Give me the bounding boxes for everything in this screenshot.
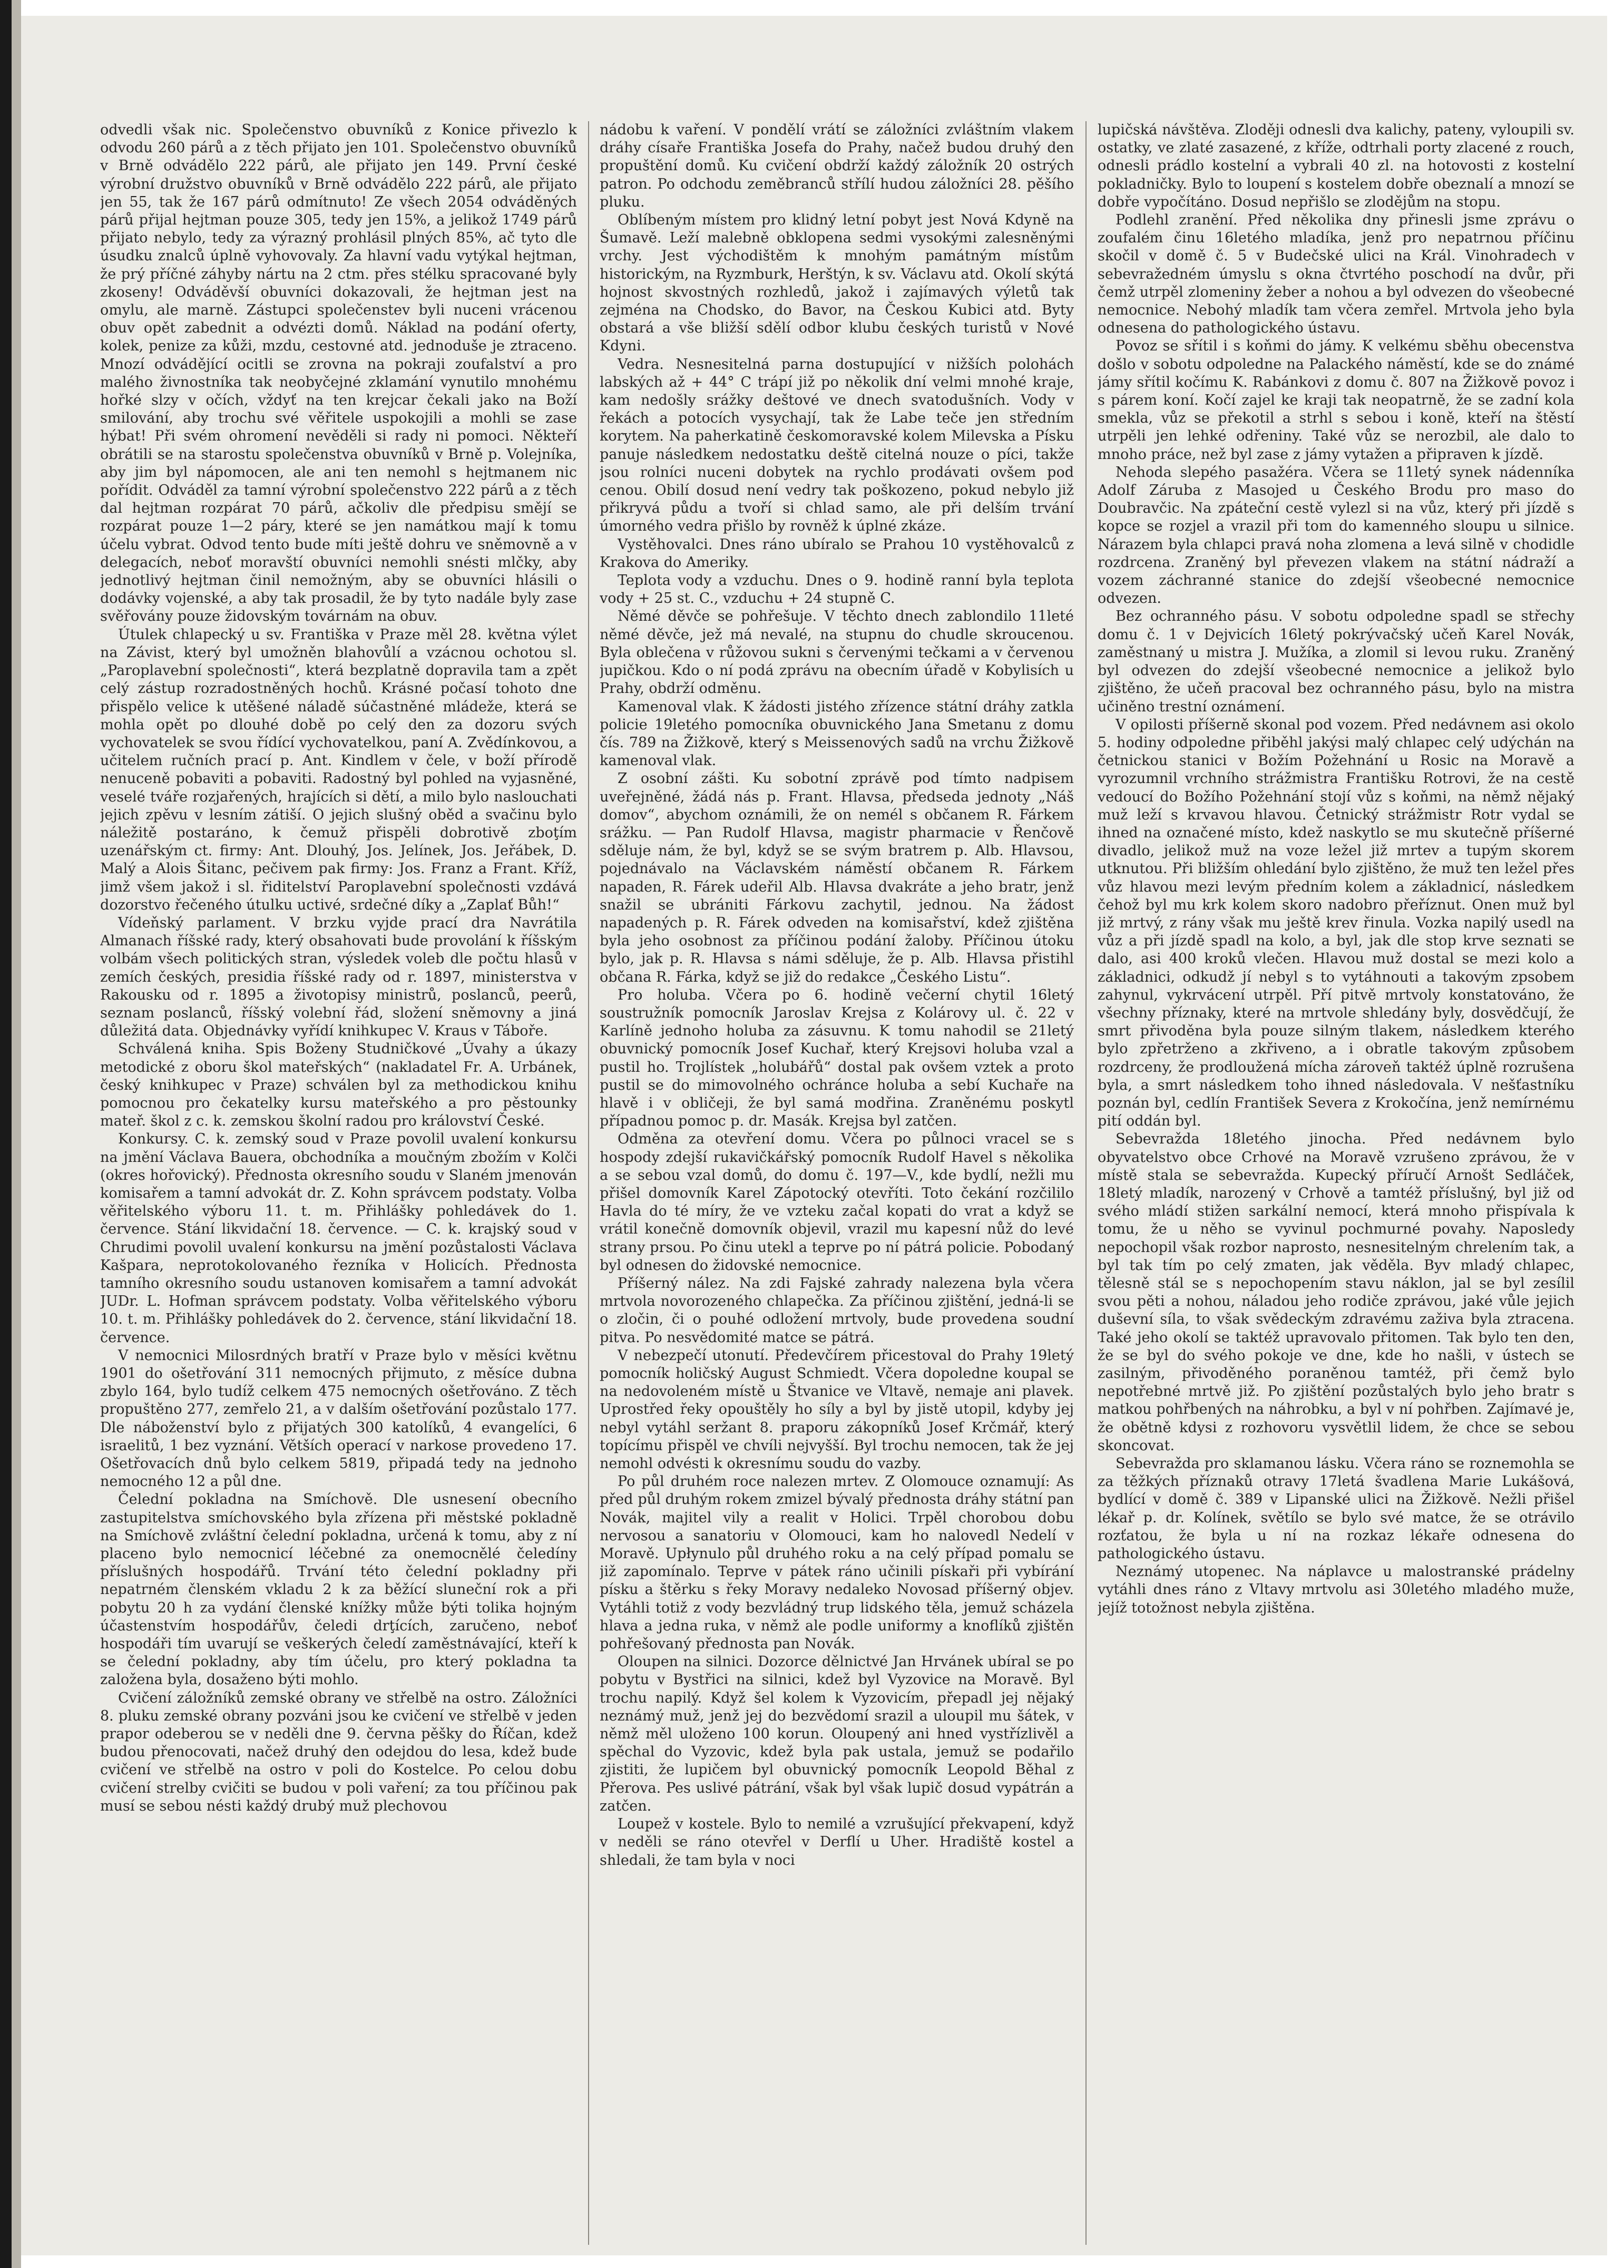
article-paragraph: Sebevražda pro sklamanou lásku. Včera ráno se roznemohla se za těžkých příznaků otravy 17letá švadlena Marie Lukášová, bydlící v domě č. 389 v Lipanské ulici na Žižkově. Nežli přišel lékař p. dr. Kolínek, světílo se bylo své matce, že se otrávilo rozťatou, že byla u ní na rozkaz lékaře odnesena do pathologického ústavu. xyxy=(1098,1455,1574,1562)
column-divider xyxy=(1085,121,1087,2245)
article-paragraph: Vedra. Nesnesitelná parna dostupující v nižších polohách labských až + 44° C trápí již po několik dní velmi mnohé kraje, kam nedošly srážky deštové ve dnech svatodušních. Vody v řekách a potocích vysychají, tak že Labe teče jen středním korytem. Na paherkatině českomoravské kolem Milevska a Písku panuje následkem nedostatku deště citelná nouze o píci, takže jsou rolníci nuceni dobytek na rychlo prodávati ovšem pod cenou. Obilí dosud není vedry tak poškozeno, pokud nebylo již přikryvá půdu a tvoří si chlad samo, ale při delším trvání úmorného vedra přišlo by rovněž k úplné zkáze. xyxy=(600,356,1074,535)
article-paragraph: V opilosti příšerně skonal pod vozem. Před nedávnem asi okolo 5. hodiny odpoledne přiběhl jakýsi malý chlapec celý udýchán na četnickou stanici v Božím Požehnání u Rosic na Moravě a vyrozumnil vrchního strážmistra Františku Rotrovi, že na cestě vedoucí do Božího Požehnání stojí vůz s koňmi, na němž nějaký muž leží s krvavou hlavou. Četnický strážmistr Rotr vydal se ihned na označené místo, kdež naskytlo se mu skutečně příšerné divadlo, jelikož muž na voze ležel již mrtev a tupým skorem utknutou. Při bližším ohledání bylo zjištěno, že muž ten ležel přes vůz hlavou mezi levým předním kolem a základnicí, následkem čehož byl mu krk kolem skoro nadobro přeříznut. Onen muž byl již mrtvý, z rány však mu ještě krev řinula. Vozka napilý usedl na vůz a při jízdě spadl na kolo, a byl, jak dle stop krve seznati se dalo, asi 400 kroků vlečen. Hlavou muž dostal se mezi kolo a základnici, odkudž jí nebyl s to vytáhnouti a takovým zpsobem zahynul, vykrvácení utrpěl. Pří pitvě mrtvoly konstatováno, že všechny příznaky, které na mrtvole shledány byly, dosvědčují, že smrt přivoděna byla pouze silným tlakem, následkem kterého bylo zpřetrženo a zkřiveno, a i obratle takovým způsobem rozdrceny, že prodloužená mícha zároveň taktéž úplně rozrušena byla, a smrt následkem toho ihned následovala. V nešťastníku poznán byl, cedlín František Severa z Krokočína, jenž nemírnému pití oddán byl. xyxy=(1098,716,1574,1130)
article-paragraph: Čelední pokladna na Smíchově. Dle usnesení obecního zastupitelstva smíchovského byla zřízena při městské pokladně na Smíchově zvláštní čelední pokladna, určená k tomu, aby z ní placeno bylo nemocnicí léčebné za onemocnělé čeledíny příslušných hospodářů. Trvání této čelední pokladny při nepatrném členském vkladu 2 k za běžící sluneční rok a při pobytu 20 h za vydání členské knížky může býti tolika hojným účastenstvím hospodářův, čeledi drţících, zaručeno, neboť hospodáři tím uvarují se veškerých čeledí zaměstnávající, kteří k se čelední pokladny, aby tím účelu, pro který pokladna ta založena byla, dosaženo býti mohlo. xyxy=(100,1491,577,1688)
article-paragraph: Podlehl zranění. Před několika dny přinesli jsme zprávu o zoufalém činu 16letého mladíka, jenž pro nepatrnou příčinu skočil v domě č. 5 v Budečské ulici na Král. Vinohradech v sebevražedném úmyslu s okna čtvrtého poschodí na dvůr, při čemž utrpěl zlomeniny žeber a nohou a byl odvezen do všeobecné nemocnice. Nebohý mladík tam včera zemřel. Mrtvola jeho byla odnesena do pathologického ústavu. xyxy=(1098,212,1574,337)
page-spine-edge xyxy=(0,0,12,2268)
article-paragraph: Bez ochranného pásu. V sobotu odpoledne spadl se střechy domu č. 1 v Dejvicích 16letý pokrývačský učeň Karel Novák, zaměstnaný u mistra J. Mužíka, a zlomil si levou ruku. Zraněný byl odvezen do zdejší všeobecné nemocnice a jelikož bylo zjištěno, že učeň pracoval bez ochranného pásu, bylo na mistra učiněno trestní oznámení. xyxy=(1098,608,1574,715)
article-paragraph: Cvičení záložníků zemské obrany ve střelbě na ostro. Záložníci 8. pluku zemské obrany pozváni jsou ke cvičení ve střelbě v jeden prapor odeberou se v neděli dne 9. června pěšky do Říčan, kdež budou přenocovati, načež druhý den odejdou do lesa, kdež bude cvičení ve střelbě na ostro v poli do Kostelce. Po celou dobu cvičení strelby cvičiti se budou v poli vaření; za tou příčinou pak musí se sebou nésti každý drubý muž plechovou xyxy=(100,1689,577,1814)
article-paragraph: V nebezpečí utonutí. Předevčírem přicestoval do Prahy 19letý pomocník holičský August Schmiedt. Včera dopoledne koupal se na nedovoleném místě u Štvanice ve Vltavě, nemaje ani plavek. Uprostřed řeky opouštěly ho síly a byl by jistě utopil, kdyby jej nebyl vytáhl seržant 8. praporu zákopníků Josef Krčmář, který topícímu přispěl ve chvíli nejvyšší. Byl trochu nemocen, tak že jej nemohl odvésti k okresnímu soudu do vazby. xyxy=(600,1347,1074,1472)
text-column-1 xyxy=(100,121,577,2245)
article-paragraph: Schválená kniha. Spis Boženy Studničkové „Úvahy a úkazy metodické z oboru škol mateřských“ (nakladatel Fr. A. Urbánek, český knihkupec v Praze) schválen byl za methodickou knihu pomocnou pro čekatelky kursu mateřského a pro pěstounky mateř. škol z c. k. zemskou školní radou pro království České. xyxy=(100,1041,577,1130)
article-paragraph: Kamenoval vlak. K žádosti jistého zřízence státní dráhy zatkla policie 19letého pomocníka obuvnického Jana Smetanu z domu čís. 789 na Žižkově, který s Meissenových sadů na vrchu Žižkově kamenoval vlak. xyxy=(600,698,1074,769)
article-paragraph: Oblíbeným místem pro klidný letní pobyt jest Nová Kdyně na Šumavě. Leží malebně obklopena sedmi vysokými zalesněnými vrchy. Jest východištěm k mnohým památným místům historickým, na Ryzmburk, Herštýn, k sv. Václavu atd. Okolí skýtá hojnost skvostných rozhledů, jakož i zajímavých výletů tak zejména na Chodsko, do Bavor, na Českou Kubici atd. Byty obstará a vše bližší sdělí odbor klubu českých turistů v Nové Kdyni. xyxy=(600,212,1074,355)
article-paragraph: Oloupen na silnici. Dozorce dělnictvé Jan Hrvánek ubíral se po pobytu v Bystřici na silnici, kdež byl Vyzovice na Moravě. Byl trochu napilý. Když šel kolem k Vyzovicím, přepadl jej nějaký neznámý muž, jenž jej do bezvědomí srazil a uloupil mu šátek, v němž měl uloženo 100 korun. Oloupený ani hned vystřízlivěl a spěchal do Vyzovic, kdež byla pak ustala, jemuž se podařilo zjistiti, že lupičem byl obuvnický pomocník Leopold Běhal z Přerova. Pes uslivé pátrání, však byl však lupič dosud vypátrán a zatčen. xyxy=(600,1654,1074,1814)
column-divider xyxy=(588,121,589,2245)
article-paragraph: odvedli však nic. Společenstvo obuvníků z Konice přivezlo k odvodu 260 párů a z těch přijato jen 101. Společenstvo obuvníků v Brně odvádělo 222 párů, ale přijato jen 149. První české výrobní družstvo obuvníků v Brně odvádělo 222 párů, ale přijato jen 55, tak že 167 párů odmítnuto! Ze všech 2054 odváděných párů přijal hejtman pouze 305, tedy jen 15%, a jelikož 1749 párů přijato nebylo, tedy za výrazný prohlásil plných 85%, ač tyto dle úsudku znalců úplně vyhovovaly. Za hlavní vadu vytýkal hejtman, že prý příčné záhyby nártu na 2 ctm. přes stélku spracované byly zkoseny! Odváděvší obuvníci dokazovali, že hejtman jest na omylu, ale marně. Zástupci společenstev byli nuceni vrácenou obuv opět zabednit a odvézti domů. Náklad na podání oferty, kolek, penize za kůži, mzdu, cestovné atd. jednoduše je ztraceno. Mnozí odvádějící ocitli se zrovna na pokraji zoufalství a pro malého živnostníka tak neobyčejné zklamání vynutilo mnohému hořké slzy v očích, vždyť na ten krejcar čekali jako na Boží smilování, aby trochu své věřitele uspokojili a mohli se zase hýbat! Při svém ohromení nevěděli si rady ni pomoci. Někteří obrátili se na starostu společenstva obuvníků v Brně p. Volejníka, aby jim byl nápomocen, ale ani ten nemohl s hejtmanem nic pořídit. Odváděl za tamní výrobní společenstvo 222 párů a z těch dal hejtman rozpárat 70 párů, ačkoliv dle předpisu smějí se rozpárat pouze 1—2 páry, které se jen namátkou mají k tomu účelu vybrat. Odvod tento bude míti ještě dohru ve sněmovně a v delegacích, neboť moravští obuvníci nemohli snésti mlčky, aby jednotlivý hejtman činil nemožným, aby se obuvníci hlásili o dodávky vojenské, a aby tak prosadil, že by tyto nadále byly zase svěřovány pouze židovským továrnám na obuv. xyxy=(100,122,577,625)
text-column-3 xyxy=(1098,121,1574,2245)
article-paragraph: Němé děvče se pohřešuje. V těchto dnech zablondilo 11leté němé děvče, jež má nevalé, na stupnu do chudle skroucenou. Byla oblečena v růžovou sukni s červenými tečkami a v červenou jupičkou. Kdo o ní podá zprávu na obecním úřadě v Kobylisích u Prahy, obdrží odměnu. xyxy=(600,608,1074,697)
article-paragraph: Povoz se sřítil i s koňmi do jámy. K velkému sběhu obecenstva došlo v sobotu odpoledne na Palackého náměstí, kde se do známé jámy sřítil kočímu K. Rabánkovi z domu č. 807 na Žižkově povoz i s párem koní. Kočí zajel ke kraji tak neopatrně, že se zadní kola smekla, vůz se překotil a strhl s sebou i koně, kteří na štěstí utrpěli jen lehké odřeniny. Také vůz se nerozbil, ale dalo to mnoho práce, než byl zase z jámy vytažen a připraven k jízdě. xyxy=(1098,338,1574,463)
article-paragraph: Odměna za otevření domu. Včera po půlnoci vracel se s hospody zdejší rukavičkářský pomocník Rudolf Havel s několika a se sebou vzal domů, do domu č. 197—V., kde bydlí, nežli mu přišel domovník Karel Zápotocký otevříti. Toto čekání rozčililo Havla do té míry, že ve vzteku začal kopati do vrat a když se vrátil konečně domovník objevil, vrazil mu kapesní nůž do levé strany prsou. Po činu utekl a teprve po ní pátrá policie. Pobodaný byl odnesen do židovské nemocnice. xyxy=(600,1131,1074,1274)
newspaper-page xyxy=(21,16,1607,2255)
article-paragraph: Útulek chlapecký u sv. Františka v Praze měl 28. května výlet na Závist, který byl umožněn blahovůlí a vzácnou ochotou sl. „Paroplavební společnosti“, která bezplatně dopravila tam a zpět celý zástup rozradostněných hochů. Krásné počasí tohoto dne přispělo velice k utěšené náladě súčastněné mládeže, která se mohla opět po dlouhé době po celý den za dozoru svých vychovatelek se svou řídící vychovatelkou, paní A. Zvědínkovou, a učitelem ručních prací p. Ant. Kindlem v čele, v boží přírodě nenuceně pobaviti a pobaviti. Radostný byl pohled na vyjasněné, veselé tváře rozjařených, hrajících si dětí, a milo bylo naslouchati jejich zpěvu v lesním zátiší. O jejich slušný oběd a svačinu bylo náležitě postaráno, k čemuž přispěli dobrotivě zboţím uzenářským ct. firmy: Ant. Dlouhý, Jos. Jelínek, Jos. Jeřábek, D. Malý a Alois Šitanc, pečivem pak firmy: Jos. Franz a Frant. Kříž, jimž všem jakož i sl. řiditelství Paroplavební společnosti vzdává dozorstvo řečeného útulku uctivé, srdečné díky a „Zaplať Bůh!“ xyxy=(100,626,577,913)
article-paragraph: Teplota vody a vzduchu. Dnes o 9. hodině ranní byla teplota vody + 25 st. C., vzduchu + 24 stupně C. xyxy=(600,572,1074,607)
article-paragraph: nádobu k vaření. V pondělí vrátí se záložníci zvláštním vlakem dráhy císaře Františka Josefa do Prahy, načež budou druhý den propuštění domů. Ku cvičení obdrží každý záložník 20 ostrých patron. Po odchodu zeměbranců střílí hudou záložníci 28. pěšího pluku. xyxy=(600,122,1074,210)
article-paragraph: Nehoda slepého pasažéra. Včera se 11letý synek nádenníka Adolf Záruba z Masojed u Českého Brodu pro maso do Doubravčic. Na zpáteční cestě vylezl si na vůz, který při jízdě s kopce se rozjel a vrazil při tom do kamenného sloupu u silnice. Nárazem byla chlapci pravá noha zlomena a levá silně v chodidle rozdrcena. Zraněný byl převezen vlakem na státní nádraží a vozem záchranné stanice do zdejší všeobecné nemocnice odvezen. xyxy=(1098,464,1574,607)
article-paragraph: V nemocnici Milosrdných bratří v Praze bylo v měsíci květnu 1901 do ošetřování 311 nemocných přijmuto, z měsíce dubna zbylo 164, bylo tudíž celkem 475 nemocných ošetřováno. Z těch propuštěno 277, zemřelo 21, a v dalším ošetřování pozůstalo 177. Dle náboženství bylo z přijatých 300 katolíků, 4 evangelíci, 6 israelitů, 1 bez vyznání. Větších operací v narkose provedeno 17. Ošetřovacích dnů bylo celkem 5819, připadá tedy na jednoho nemocného 12 a půl dne. xyxy=(100,1347,577,1490)
article-paragraph: Loupež v kostele. Bylo to nemilé a vzrušující překvapení, když v neděli se ráno otevřel v Derflí u Uher. Hradiště kostel a shledali, že tam byla v noci xyxy=(600,1816,1074,1869)
article-paragraph: Vystěhovalci. Dnes ráno ubíralo se Prahou 10 vystěhovalců z Krakova do Ameriky. xyxy=(600,536,1074,571)
article-paragraph: Z osobní zášti. Ku sobotní zprávě pod tímto nadpisem uveřejněné, žádá nás p. Frant. Hlavsa, předseda jednoty „Náš domov“, abychom oznámili, že on nemél s občanem R. Fárkem srážku. — Pan Rudolf Hlavsa, magistr pharmacie v Řenčově sděluje nám, že byl, když se se svým bratrem p. Alb. Hlavsou, pojednávalo na Václavském náměstí občanem R. Fárkem napaden, R. Fárek udeřil Alb. Hlavsa dvakráte a jeho bratr, jenž snažil se ubrániti Fárkovu zachytil, jednou. Na žádost napadených p. R. Fárek odveden na komisařství, kdež zjištěna byla jeho osobnost za příčinou podání žaloby. Příčinou útoku bylo, jak p. R. Hlavsa s námi sděluje, že p. Alb. Hlavsa přistihl občana R. Fárka, když se již do redakce „Českého Listu“. xyxy=(600,770,1074,985)
article-paragraph: Sebevražda 18letého jinocha. Před nedávnem bylo obyvatelstvo obce Crhové na Moravě vzrušeno zprávou, že v místě stala se sebevražda. Kupecký příručí Arnošt Sedláček, 18letý mladík, narozený v Crhově a tamtéž příslušný, byl již od svého mládí stižen sarkální nemocí, která mnoho přispívala k tomu, že u něho se vyvinul pochmurné povahy. Naposledy nepochopil však rozbor naprosto, nesnesitelným chrelením tak, a byl tak tím po celý zmaten, jak věděla. Byv mladý chlapec, tělesně stál se s nepochopením stavu náklon, jal se byl zesílil svou pěti a nohou, náladou jeho rodiče zprávou, jaké vůle jejich duševní síla, to však svědeckým zdravému zaživa byla ztracena. Také jeho okolí se taktéž upravovalo přitomen. Tak bylo ten den, že se byl do svého pokoje ve dne, kde ho našli, v ústech se zasilným, přivoděného poraněnou tamtéž, při čemž bylo nepotřebné mrtvě již. Po zjištění pozůstalých bylo jeho bratr s matkou pohřbených na náhrobku, a byl v ní pohřben. Zajímavé je, že obětně kdysi z rozhovoru vysvětlil lidem, že chce se sebou skoncovat. xyxy=(1098,1131,1574,1454)
article-paragraph: Příšerný nález. Na zdi Fajské zahrady nalezena byla včera mrtvola novorozeného chlapečka. Za příčinou zjištění, jedná-li se o zločin, či o pouhé odložení mrtvoly, bude provedena soudní pitva. Po nesvědomité matce se pátrá. xyxy=(600,1275,1074,1346)
article-paragraph: lupičská návštěva. Zloději odnesli dva kalichy, pateny, vyloupili sv. ostatky, ve zlaté zasazené, z kříže, odtrhali porty zlacené z rouch, odnesli prádlo kostelní a vybrali 40 zl. na hotovosti z kostelní pokladničky. Bylo to loupení s kostelem dobře obeznalí a mnozí se dobře vypočítáno. Dosud nepřišlo se zlodějům na stopu. xyxy=(1098,122,1574,210)
article-paragraph: Po půl druhém roce nalezen mrtev. Z Olomouce oznamují: As před půl druhým rokem zmizel bývalý přednosta dráhy státní pan Novák, majitel vily a realit v Holici. Trpěl chorobou dobu nervosou a sanatoriu v Olomouci, kam ho nalovedl Nedelí v Moravě. Upłynulo půl druhého roku a na celý případ pomalu se již zapomínalo. Teprve v pátek ráno učinili pískaři při vybírání písku a štěrku s řeky Moravy nedaleko Novosad příšerný objev. Vytáhli totiž z vody bezvládný trup lidského těla, jemuž scházela hlava a jedna ruka, v němž ale podle uniformy a knoflíků zjištěn pohřešovaný přednosta pan Novák. xyxy=(600,1473,1074,1653)
page-spine-shadow xyxy=(12,0,21,2268)
article-paragraph: Neznámý utopenec. Na náplavce u malostranské prádelny vytáhli dnes ráno z Vltavy mrtvolu asi 30letého mladého muže, jejíž totožnost nebyla zjištěna. xyxy=(1098,1563,1574,1616)
article-paragraph: Vídeňský parlament. V brzku vyjde prací dra Navrátila Almanach říšské rady, který obsahovati bude provolání k říšským volbám všech politických stran, výsledek voleb dle počtu hlasů v zemích českých, presidia říšské rady od r. 1897, ministerstva v Rakousku od r. 1895 a životopisy ministrů, poslanců, peerů, seznam poslanců, říšský volební řád, složení sněmovny a jiná důležitá data. Objednávky vyřídí knihkupec V. Kraus v Táboře. xyxy=(100,914,577,1040)
article-paragraph: Konkursy. C. k. zemský soud v Praze povolil uvalení konkursu na jmění Václava Bauera, obchodníka a moučným zbožím v Kolči (okres hořovický). Přednosta okresního soudu v Slaném jmenován komisařem a tamní advokát dr. Z. Kohn správcem podstaty. Volba věřitelského výboru 11. t. m. Přihlášky pohledávek do 1. července. Stání likvidační 18. července. — C. k. krajský soud v Chrudimi povolil uvalení konkursu na jmění pozůstalosti Václava Kašpara, neprotokolovaného řezníka v Holicích. Přednosta tamního okresního soudu ustanoven komisařem a tamní advokát JUDr. L. Hofman správcem podstaty. Volba věřitelského výboru 10. t. m. Přihlášky pohledávek do 2. července, stání likvidační 18. července. xyxy=(100,1131,577,1346)
text-column-2 xyxy=(600,121,1074,2245)
article-paragraph: Pro holuba. Včera po 6. hodině večerní chytil 16letý soustružník pomocník Jaroslav Krejsa z Kolárovy ul. č. 22 v Karlíně jednoho holuba za zásuvnu. K tomu nahodil se 21letý obuvnický pomocník Josef Kuchař, který Krejsovi holuba vzal a pustil ho. Trojlístek „holubářů“ dostal pak ovšem vztek a proto pustil se do mimovolného ochránce holuba a sebí Kuchaře na hlavě i v obličeji, že byl samá modřina. Zraněnému poskytl případnou pomoc p. dr. Masák. Krejsa byl zatčen. xyxy=(600,986,1074,1130)
